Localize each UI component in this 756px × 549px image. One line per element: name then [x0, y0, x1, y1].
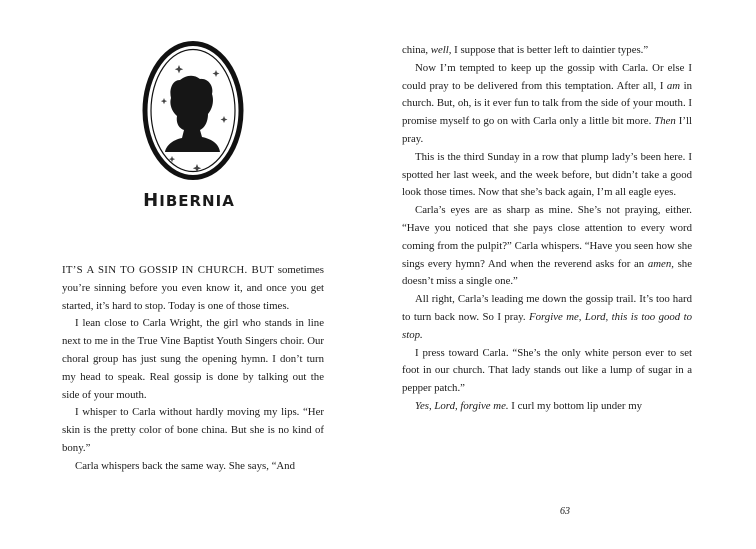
page-number: 63 [560, 506, 570, 517]
opening-small-caps: IT’S A SIN TO GOSSIP IN CHURCH. BUT [62, 264, 275, 276]
paragraph: Yes, Lord, forgive me. I curl my bottom lip under my [415, 399, 643, 412]
chapter-title: HIBERNIA [143, 190, 235, 211]
paragraph: All right, Carla’s leading me down the gossip trail. It’s too hard to turn back now. So I pray. Forgive me, Lord, this is too good to stop. [402, 293, 692, 341]
silhouette-portrait-icon [142, 40, 244, 181]
paragraph: I whisper to Carla without hardly moving my lips. “Her skin is the pretty color of bone china. But she is no kind of bony.” [62, 406, 324, 454]
paragraph: IT’S A SIN TO GOSSIP IN CHURCH. BUT sometimes you’re sinning before you even know it, and once you get started, it’s hard to stop. Today is one of those times. [62, 264, 324, 312]
paragraph: I press toward Carla. “She’s the only white person ever to set foot in our church. That lady stands out like a lump of sugar in a pepper patch.” [402, 346, 692, 395]
right-page-text [402, 42, 692, 416]
paragraph: Now I’m tempted to keep up the gossip with Carla. Or else I could pray to be delivered from this temptation. After all, I am in church. But, oh, is it ever fun to talk from the side of your mouth. I promise myself to go on with Carla only a little bit more. Then I’ll pray. [402, 61, 692, 145]
paragraph: I lean close to Carla Wright, the girl who stands in line next to me in the True Vine Baptist Youth Singers choir. Our choral group has just sung the opening hymn. I don’t turn my head to speak. Real gossip is done by talking out the side of your mouth. [62, 317, 324, 401]
paragraph: Carla whispers back the same way. She says, “And [75, 459, 295, 472]
paragraph: Carla’s eyes are as sharp as mine. She’s not praying, either. “Have you noticed that she pays close attention to every word coming from the pulpit?” Carla whispers. “Have you seen how she sings every hymn? And when the reverend asks for an amen, she doesn’t miss a single one.” [402, 204, 692, 288]
left-page-text [62, 262, 324, 476]
paragraph: This is the third Sunday in a row that plump lady’s been here. I spotted her last week, and the week before, but didn’t take a good look those times. Now that she’s back again, I’m all eagle eyes. [402, 150, 692, 199]
paragraph: china, well, I suppose that is better left to daintier types.” [402, 44, 649, 56]
right-page [378, 0, 756, 549]
